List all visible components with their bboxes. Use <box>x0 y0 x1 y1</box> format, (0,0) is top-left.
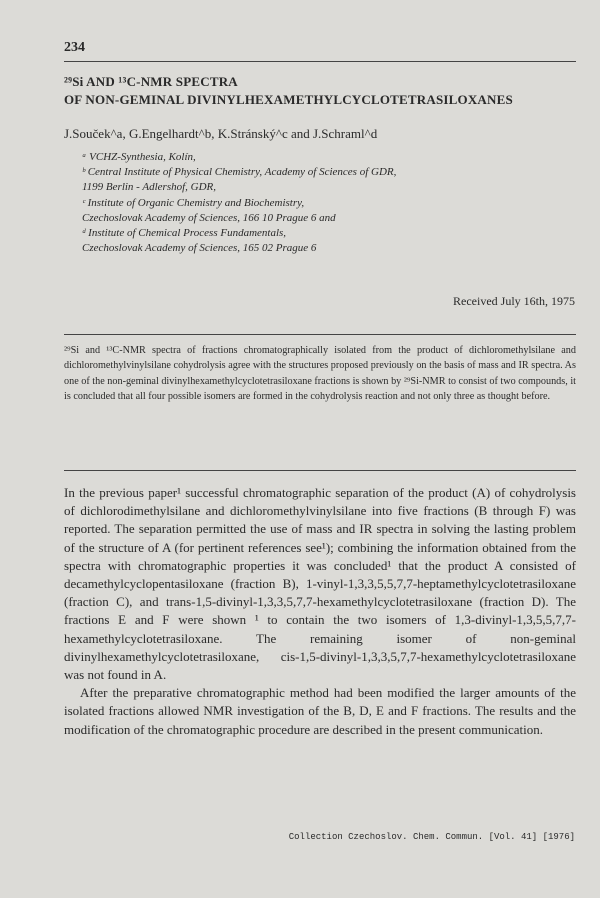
affiliations <box>82 150 562 256</box>
affiliation-line: Czechoslovak Academy of Sciences, 166 10 Prague 6 and <box>82 211 336 224</box>
affiliation-line: ᵈ Institute of Chemical Process Fundamentals, <box>82 227 287 240</box>
abstract-bottom-rule <box>64 470 576 471</box>
abstract: ²⁹Si and ¹³C-NMR spectra of fractions chromatographically isolated from the product of dichloromethylsilane and dichloromethylvinylsilane cohydrolysis agree with the structures proposed previously on the basis of mass and IR spectra. As one of the non-geminal divinylhexamethylcyclotetrasiloxane fractions is shown by ²⁹Si-NMR to consist of two compounds, it is concluded that all four possible isomers are formed in the cohydrolysis reaction and not only three as thought before. <box>64 345 576 402</box>
journal-footer: Collection Czechoslov. Chem. Commun. [Vol. 41] [1976] <box>288 832 575 842</box>
body-text <box>64 484 576 739</box>
affiliation-line: Czechoslovak Academy of Sciences, 165 02 Prague 6 <box>82 242 317 255</box>
title-line-2: OF NON-GEMINAL DIVINYLHEXAMETHYLCYCLOTETRASILOXANES <box>64 92 513 107</box>
affiliation-line: ᶜ Institute of Organic Chemistry and Biochemistry, <box>82 196 305 209</box>
title-line-1: ²⁹Si AND ¹³C-NMR SPECTRA <box>64 74 238 89</box>
affiliation-line: ᵇ Central Institute of Physical Chemistry, Academy of Sciences of GDR, <box>82 166 397 179</box>
header-rule <box>64 61 576 62</box>
body-paragraph-2: After the preparative chromatographic method had been modified the larger amounts of the isolated fractions allowed NMR investigation of the B, D, E and F fractions. The results and the modification of the chromatographic procedure are described in the present communication. <box>64 685 576 737</box>
received-date: Received July 16th, 1975 <box>453 294 575 308</box>
author-list: J.Souček^a, G.Engelhardt^b, K.Stránský^c and J.Schraml^d <box>64 126 378 141</box>
body-paragraph-1: In the previous paper¹ successful chromatographic separation of the product (A) of cohydrolysis of dichlorodimethylsilane and dichloromethylvinylsilane into five fractions (B through F) was reported. The separation permitted the use of mass and IR spectra in solving the lasting problem of the structure of A (for pertinent references see¹); combining the information obtained from the spectra with chromatographic properties it was concluded¹ that the product A consisted of decamethylcyclopentasiloxane (fraction B), 1-vinyl-1,3,3,5,5,7,7-heptamethylcyclotetrasiloxane (fraction C), and trans-1,5-divinyl-1,3,3,5,7,7-hexamethylcyclotetrasiloxane (fraction D). The fractions E and F were shown ¹ to contain the two isomers of 1,3-divinyl-1,3,5,5,7,7-hexamethylcyclotetrasiloxane. The remaining isomer of non-geminal divinylhexamethylcyclotetrasiloxane, cis-1,5-divinyl-1,3,3,5,7,7-hexamethylcyclotetrasiloxane was not found in A. <box>64 485 576 683</box>
page-number: 234 <box>64 40 85 55</box>
affiliation-line: ᵃ VCHZ-Synthesia, Kolín, <box>82 151 196 163</box>
affiliation-line: 1199 Berlin - Adlershof, GDR, <box>82 181 217 194</box>
article-title <box>64 73 584 109</box>
abstract-top-rule <box>64 334 576 335</box>
